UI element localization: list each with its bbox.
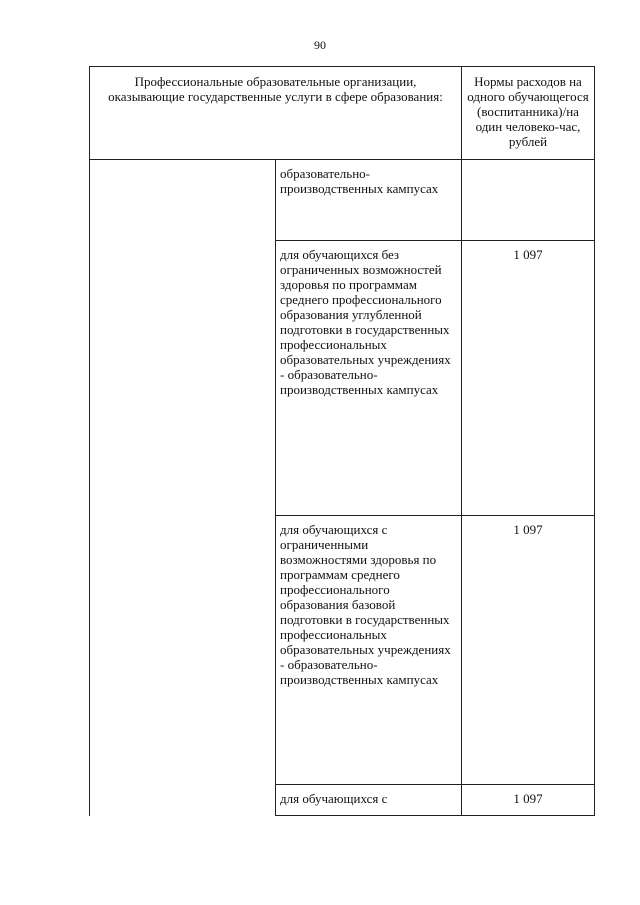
row-norm [462, 160, 595, 241]
table-header-row [90, 67, 595, 160]
table-row [90, 160, 595, 241]
norms-table [89, 66, 595, 816]
header-organizations: Профессиональные образовательные организации, оказывающие государственные услуги в сфере образования: [90, 67, 462, 160]
row-description: образовательно-производственных кампусах [276, 160, 462, 241]
row-description: для обучающихся без ограниченных возможностей здоровья по программам среднего профессионального образования углубленной подготовки в государственных профессиональных образовательных учреждениях - образовательно-производственных кампусах [276, 241, 462, 516]
row-description: для обучающихся с ограниченными возможностями здоровья по программам среднего профессионального образования базовой подготовки в государственных профессиональных образовательных учреждениях - образовательно-производственных кампусах [276, 516, 462, 785]
empty-category-cell [90, 160, 276, 816]
row-description: для обучающихся с [276, 785, 462, 816]
header-norms: Нормы расходов на одного обучающегося (воспитанника)/на один человеко-час, рублей [462, 67, 595, 160]
row-norm: 1 097 [462, 785, 595, 816]
row-norm: 1 097 [462, 241, 595, 516]
page-number: 90 [314, 38, 326, 52]
row-norm: 1 097 [462, 516, 595, 785]
